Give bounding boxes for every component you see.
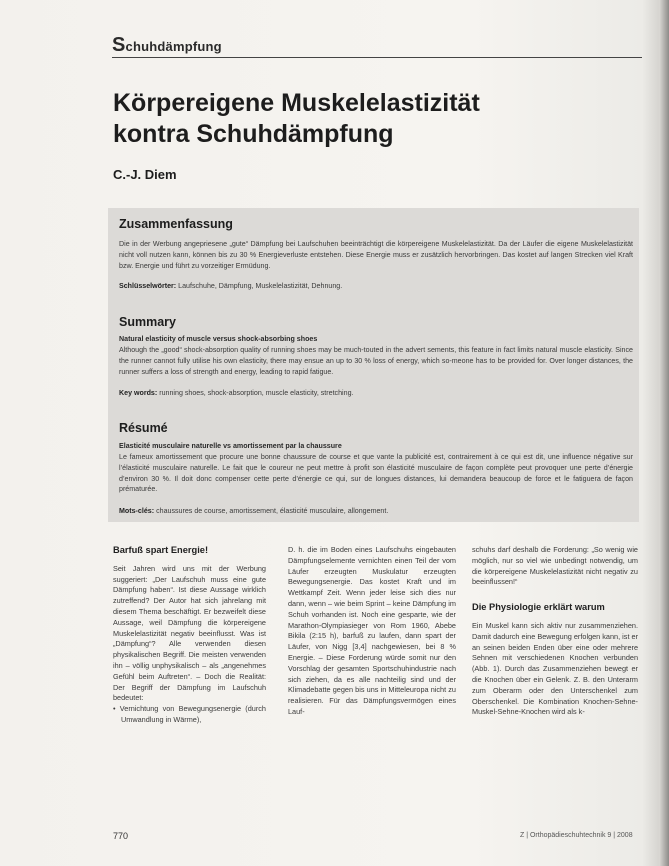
- col3-heading: Die Physiologie erklärt warum: [472, 602, 605, 613]
- summary-heading: Summary: [119, 315, 176, 329]
- journal-reference: Z | Orthopädieschuhtechnik 9 | 2008: [520, 832, 633, 839]
- resume-keywords-label: Mots-clés:: [119, 507, 155, 515]
- article-title: [113, 88, 633, 150]
- col3-text: schuhs darf deshalb die Forderung: „So wenig wie möglich, nur so viel wie unbedingt notwendig, um die körpereigene Muskelelastizität nicht negativ zu beeinflussen!“: [472, 545, 638, 587]
- article-title-line-2: kontra Schuhdämpfung: [113, 120, 394, 148]
- article-title-line-1: Körpereigene Muskelelastizität: [113, 89, 480, 117]
- zusammenfassung-heading: Zusammenfassung: [119, 217, 233, 231]
- summary-keywords-label: Key words:: [119, 389, 158, 397]
- section-header-rest: chuhdämpfung: [125, 39, 222, 54]
- page-number: 770: [113, 831, 129, 841]
- col1-bullet: • Vernichtung von Bewegungsenergie (durch Umwandlung in Wärme),: [113, 704, 266, 724]
- col1-text: Seit Jahren wird uns mit der Werbung suggeriert: „Der Laufschuh muss eine gute Dämpfung haben“. Ist diese Aussage wirklich zutreffend? Der Autor hat sich jahrelang mit diesem Thema beschäftigt. Er bezweifelt diese Aussage, weil Dämpfung die körpereigene Muskelelastizität negativ beeinflusst. Was ist „Dämpfung“? Alle verwenden diesen physikalischen Begriff. Die meisten verwenden ihn – völlig unphysikalisch – als „angenehmes Gefühl beim Auftreten“. – Doch die Realität: Der Begriff der Dämpfung im Laufschuh bedeutet:: [113, 563, 266, 703]
- col3-text-2: Ein Muskel kann sich aktiv nur zusammenziehen. Damit dadurch eine Bewegung erfolgen kann, ist er an seinen beiden Enden über eine oder mehrere Sehnen mit verschiedenen Knochen verbunden (Abb. 1). Durch das Zusammenziehen bewegt er die Knochen über ein Gelenk. Z. B. den Unterarm zum Oberarm oder den Unterschenkel zum Oberschenkel. Die Kombination Knochen-Sehne-Muskel-Sehne-Knochen wird als k-: [472, 620, 638, 717]
- zusammenfassung-keywords: [119, 282, 633, 290]
- col2-text: D. h. die im Boden eines Laufschuhs eingebauten Dämpfungselemente vernichten einen Teil der vom Läufer erzeugten Muskulatur erzeugten Bewegungsenergie. Das kostet Kraft und im Wettkampf Zeit. Wenn jeder leise sich dies nur dann, wenn – wie beim Sprint – keine Dämpfung im Schuh vorhanden ist. Noch eine gesparte, wie der Marathon-Olympiasieger von Rom 1960, Abebe Bikila (2:15 h), barfuß zu laufen, dann spart der Läufer, von Nigg [3,4] nachgewiesen, bei 8 % Energie. – Diese Forderung würde somit nur den Vorschlag der gesamten Sportschuhindustrie nach sich ziehen, da es alle nachteilig sind und der Klimadebatte gegen bis uns in Mitteleuropa nicht zu realisieren. Für das Dämpfungsvermögen eines Lauf-: [288, 545, 456, 716]
- summary-keywords: [119, 389, 633, 397]
- body-column-2: [288, 545, 456, 718]
- summary-keywords-text: running shoes, shock-absorption, muscle elasticity, stretching.: [159, 389, 354, 397]
- resume-text: Le fameux amortissement que procure une bonne chaussure de course et que vante la publicité est, contrairement à ce qui est dit, une influence négative sur l’élasticité musculaire naturelle. Le fait que le coureur ne peut mettre à profit son élasticité musculaire de façon complète peut provoquer une perte d’énergie d’environ 30 %. Il doit donc compenser cette perte d’énergie ce qui, sur de longues distances, lui demandera beaucoup de force et le fatiguera de façon prématurée.: [119, 453, 633, 494]
- author: C.-J. Diem: [113, 167, 177, 182]
- body-column-1: [113, 545, 266, 726]
- summary-subtitle: Natural elasticity of muscle versus shock-absorbing shoes: [119, 335, 318, 343]
- resume-keywords: [119, 507, 633, 515]
- summary-text: Although the „good“ shock-absorption quality of running shoes may be much-touted in the advert sements, this feature in fact limits natural muscle elasticity. Since the runner cannot fully utilise his own elasticity, there may ensue an up to 30 % loss of energy, which so-meone has to be provided for. Over longer distances, the runner suffers a loss of strength and energy, leading to rapid fatigue.: [119, 346, 633, 376]
- section-header: [112, 34, 642, 58]
- resume-keywords-text: chaussures de course, amortissement, élasticité musculaire, allongement.: [156, 507, 389, 515]
- zusammenfassung-keywords-text: Laufschuhe, Dämpfung, Muskelelastizität, Dehnung.: [178, 282, 343, 290]
- page-edge-shadow: [659, 0, 669, 866]
- zusammenfassung-keywords-label: Schlüsselwörter:: [119, 282, 177, 290]
- zusammenfassung-text: Die in der Werbung angepriesene „gute“ Dämpfung bei Laufschuhen beeinträchtigt die körpereigene Muskelelastizität. Da der Läufer die eigene Muskelelastizität nicht voll nutzen kann, können bis zu 30 % Energieverluste entstehen. Diese Energie muss er zusätzlich hervorbringen. Das kostet auf langen Strecken viel Kraft bzw. Energie und führt zu vorzeitiger Ermüdung.: [119, 240, 633, 270]
- resume-subtitle: Elasticité musculaire naturelle vs amortissement par la chaussure: [119, 442, 342, 450]
- col1-heading: Barfuß spart Energie!: [113, 545, 209, 555]
- section-header-initial: S: [112, 34, 126, 56]
- body-column-3: [472, 545, 638, 718]
- resume-heading: Résumé: [119, 421, 168, 435]
